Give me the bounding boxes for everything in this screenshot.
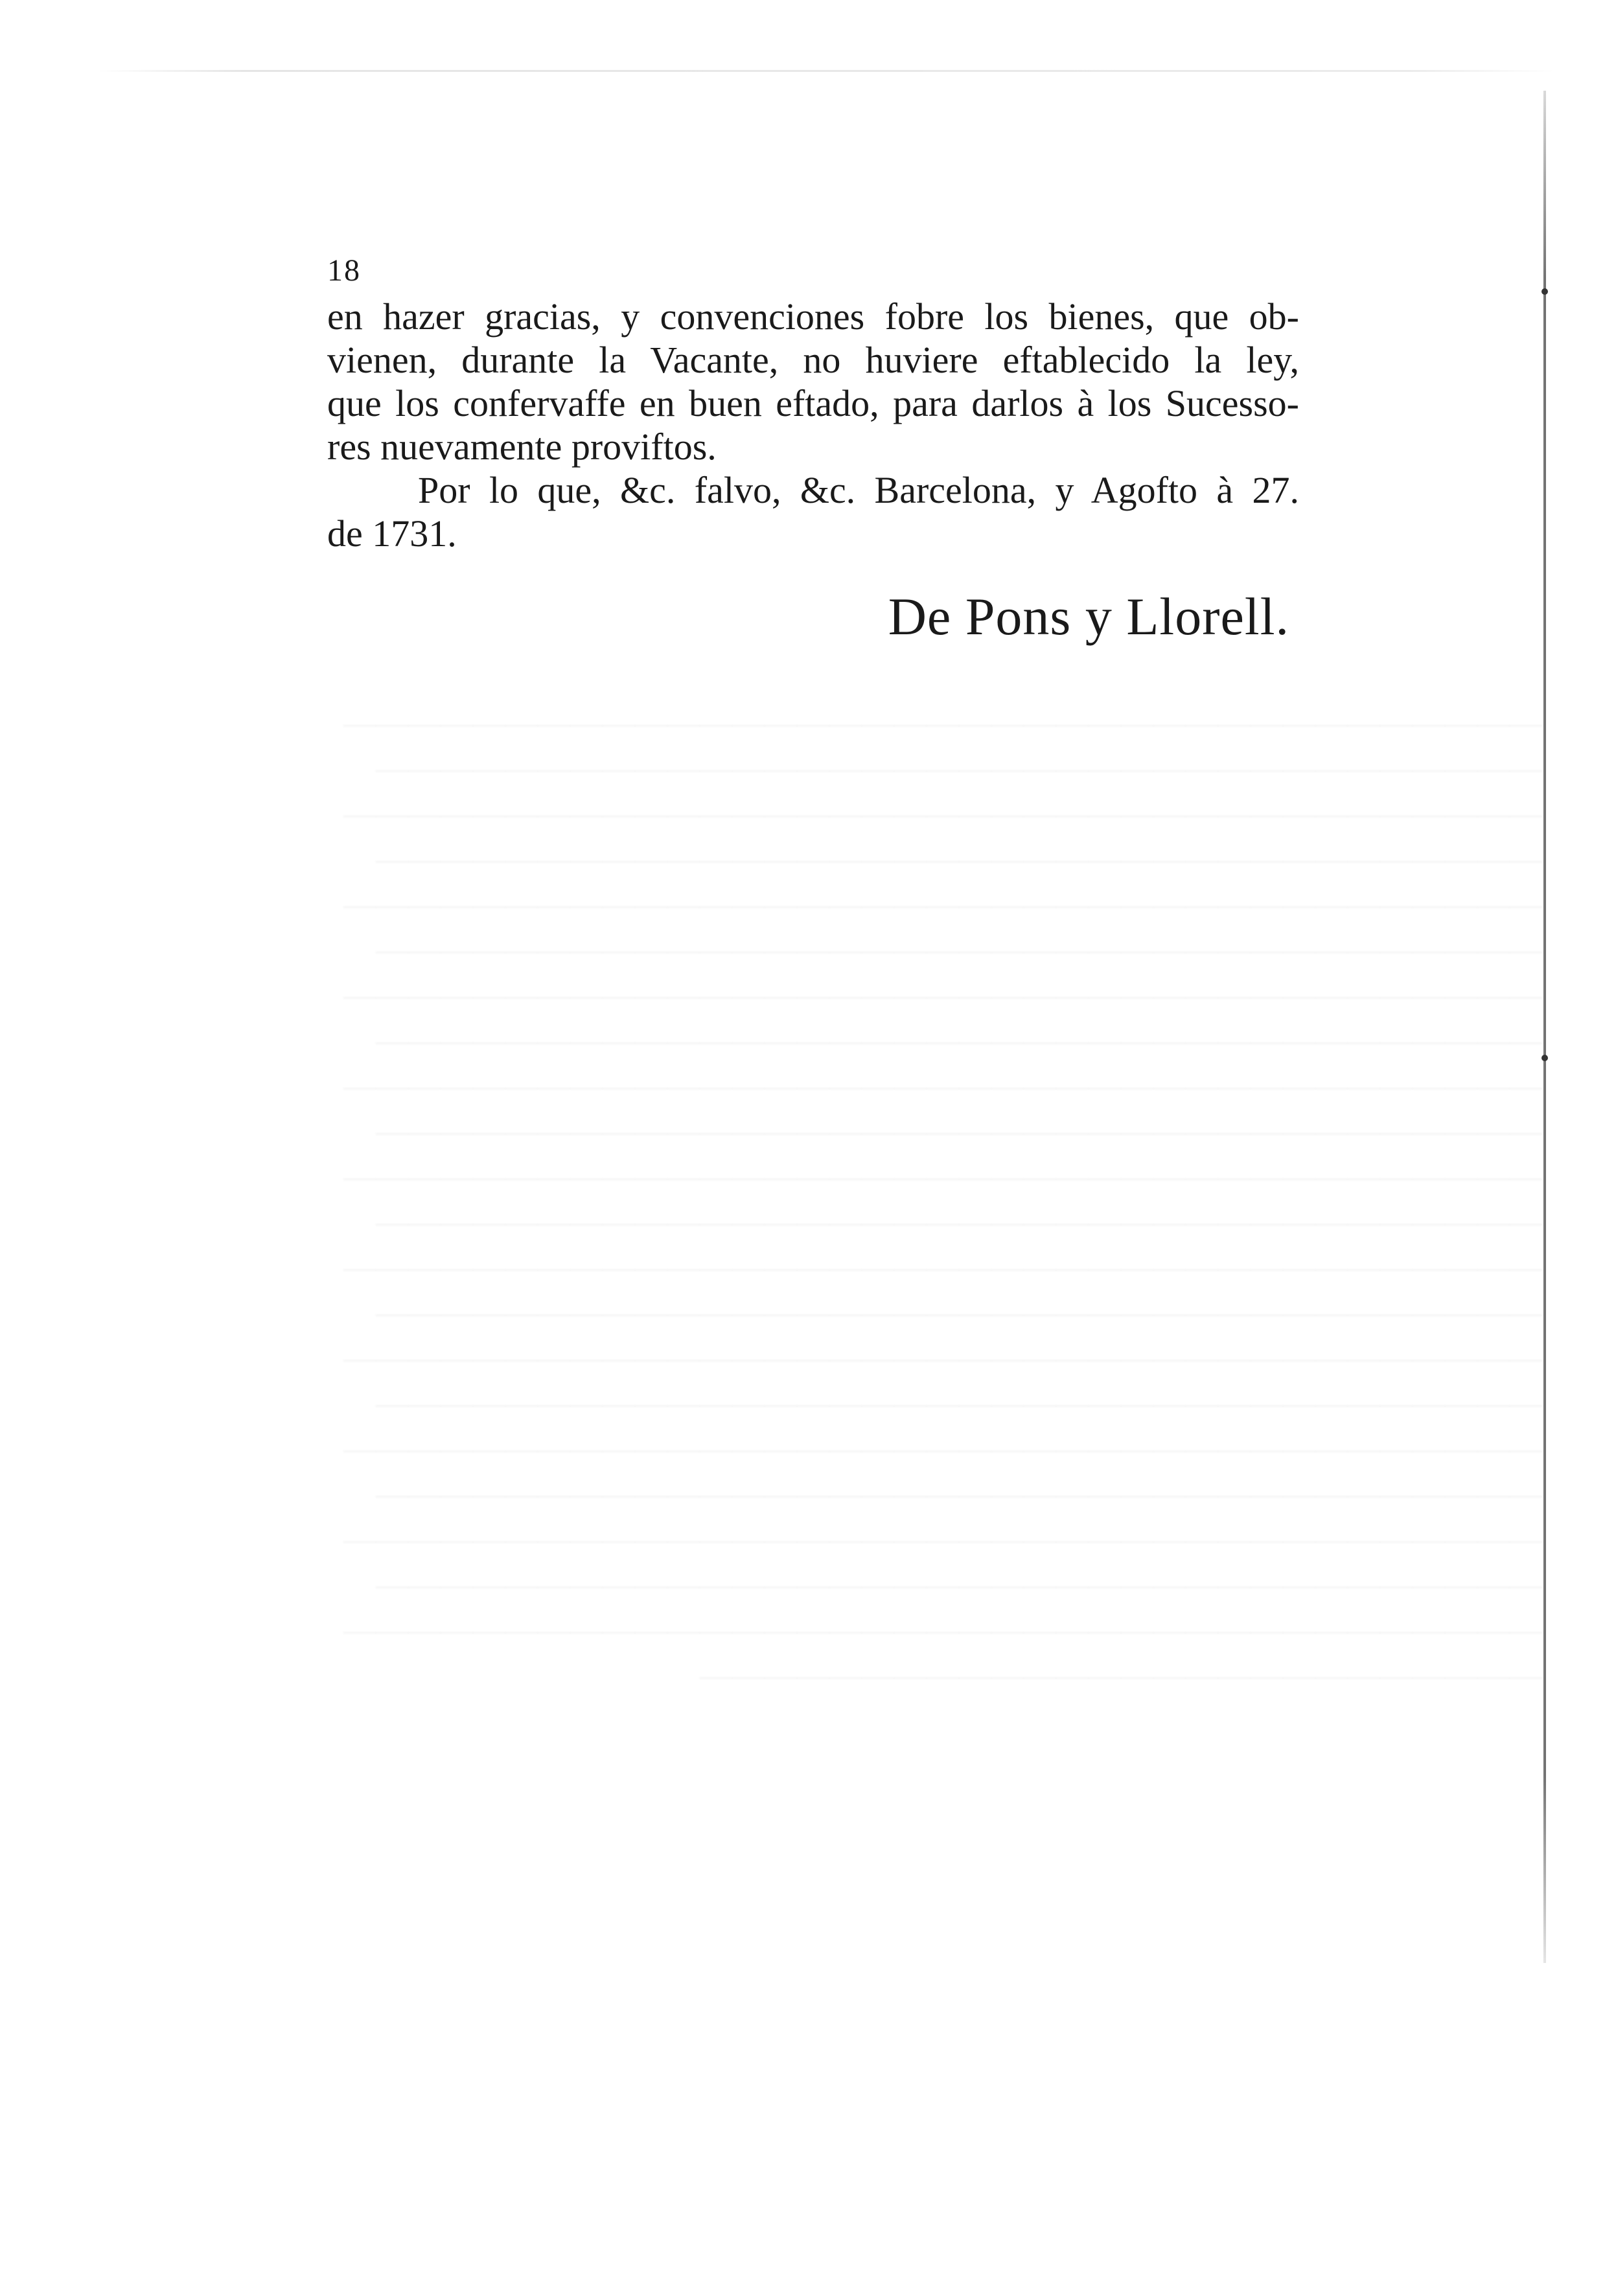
text-line: en hazer gracias, y convenciones fobre los bienes, que ob- — [327, 295, 1299, 338]
binding-edge — [1543, 91, 1546, 1963]
paper-top-edge — [97, 70, 1555, 72]
bleed-through-text — [324, 700, 1542, 1697]
body-text — [327, 295, 1299, 555]
binding-mark — [1541, 288, 1548, 295]
text-line: Por lo que, &c. falvo, &c. Barcelona, y Agofto à 27. — [418, 469, 1299, 511]
page-number: 18 — [327, 253, 361, 288]
text-line: que los confervaffe en buen eftado, para darlos à los Sucesso- — [327, 382, 1299, 424]
text-line: res nuevamente proviftos. — [327, 426, 717, 468]
binding-mark — [1541, 1055, 1548, 1061]
text-line: vienen, durante la Vacante, no huviere eftablecido la ley, — [327, 339, 1299, 381]
text-line: de 1731. — [327, 512, 457, 555]
signature: De Pons y Llorell. — [888, 587, 1289, 646]
